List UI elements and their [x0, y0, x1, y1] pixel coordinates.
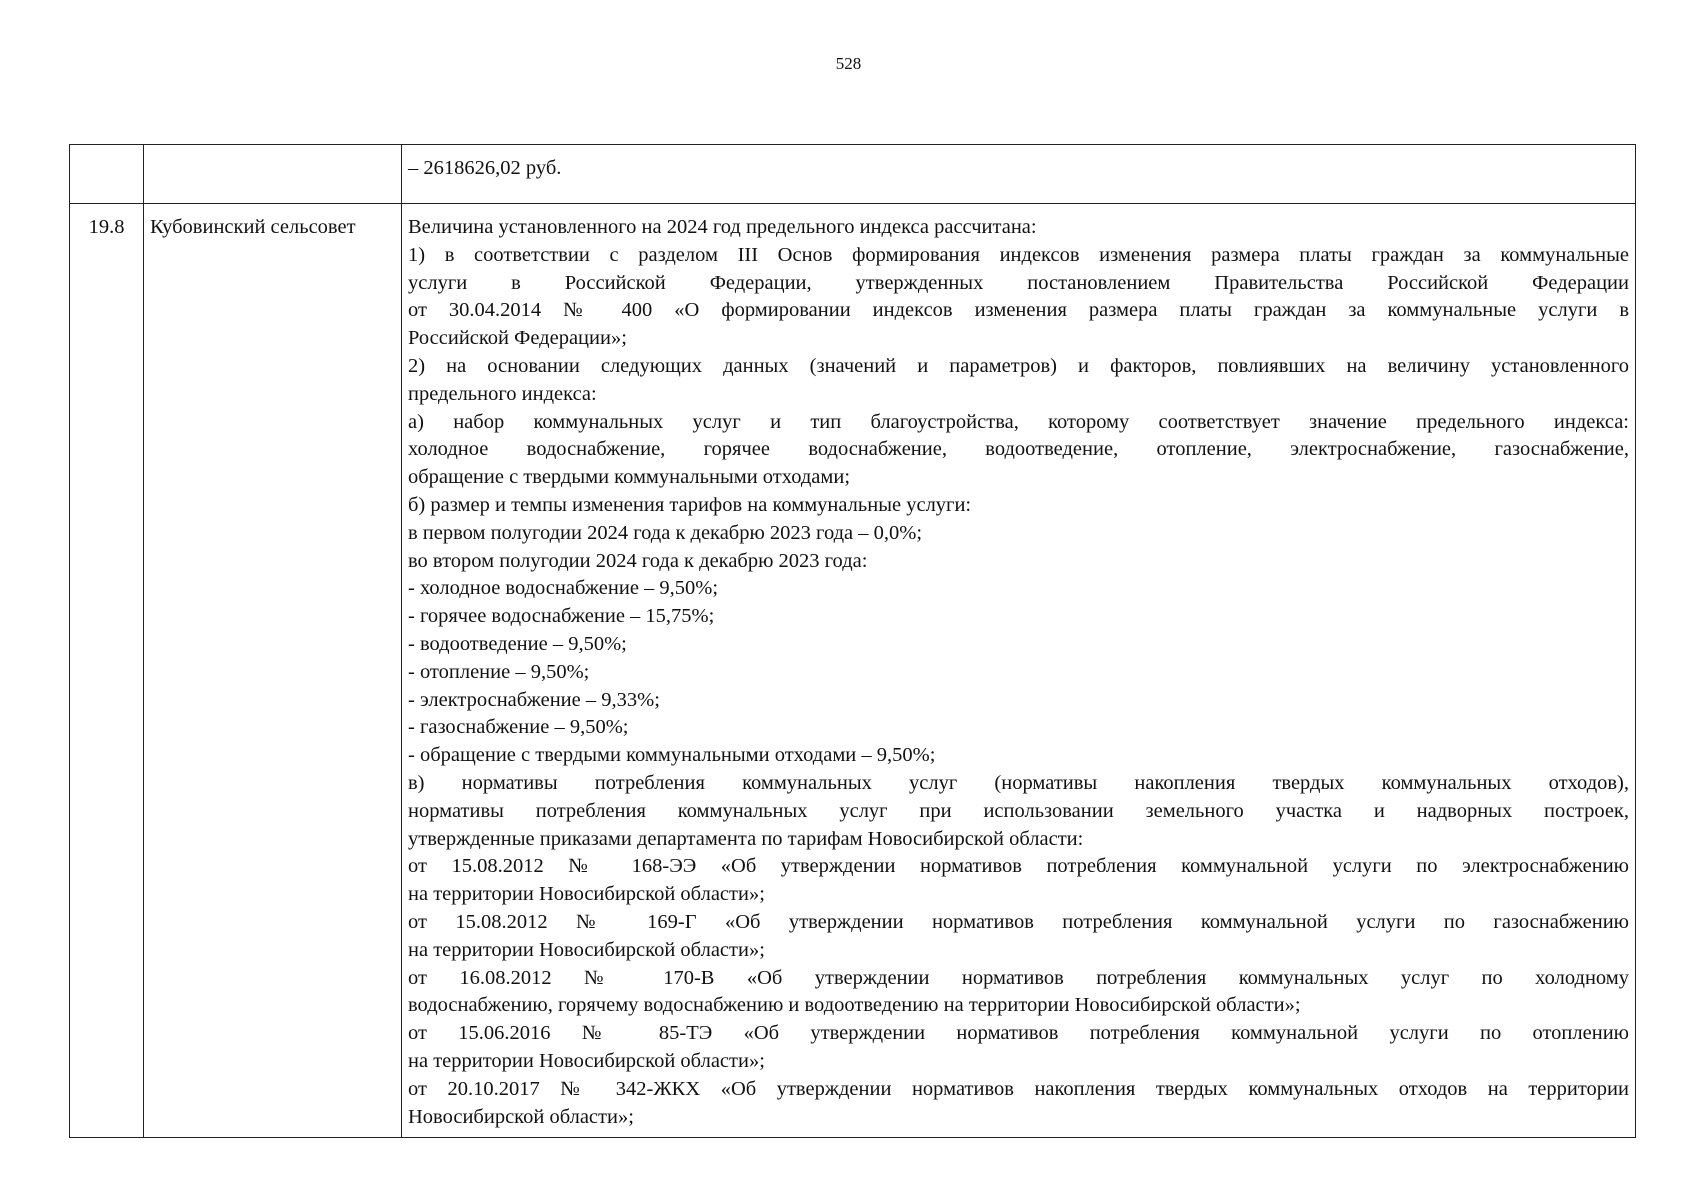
description-line: б) размер и темпы изменения тарифов на коммунальные услуги: [408, 493, 972, 516]
row-number-cell-empty [70, 145, 144, 204]
description-line: - холодное водоснабжение – 9,50%; [408, 577, 719, 600]
tariff-index-table [69, 144, 1636, 1138]
description-line: - газоснабжение – 9,50%; [408, 716, 629, 739]
description-line: обращение с твердыми коммунальными отходами; [408, 466, 851, 489]
municipality-cell-empty [144, 145, 402, 204]
description-line: утвержденные приказами департамента по тарифам Новосибирской области: [408, 827, 1084, 850]
description-line: от 16.08.2012 № 170-В «Об утверждении нормативов потребления коммунальных услуг по холодному [408, 966, 1629, 989]
row-number: 19.8 [88, 216, 125, 238]
description-line: на территории Новосибирской области»; [408, 883, 765, 906]
description-line: водоснабжению, горячему водоснабжению и водоотведению на территории Новосибирской области»; [408, 994, 1301, 1017]
description-line: предельного индекса: [408, 382, 597, 405]
description-line: услуги в Российской Федерации, утвержденных постановлением Правительства Российской Федерации [408, 271, 1629, 294]
description-line: 2) на основании следующих данных (значений и параметров) и факторов, повлиявших на величину установленного [408, 354, 1629, 377]
description-line: Величина установленного на 2024 год предельного индекса рассчитана: [408, 216, 1037, 238]
description-line: на территории Новосибирской области»; [408, 1049, 765, 1072]
description-line: от 30.04.2014 № 400 «О формировании индексов изменения размера платы граждан за коммунальные услуги в [408, 299, 1629, 322]
description-line: от 15.08.2012 № 168-ЭЭ «Об утверждении нормативов потребления коммунальной услуги по электроснабжению [408, 855, 1629, 878]
description-line: Российской Федерации»; [408, 327, 627, 350]
description-line: - отопление – 9,50%; [408, 660, 590, 683]
description-line: от 15.08.2012 № 169-Г «Об утверждении нормативов потребления коммунальной услуги по газоснабжению [408, 910, 1629, 933]
description-line: - обращение с твердыми коммунальными отходами – 9,50%; [408, 744, 936, 767]
description-line: нормативы потребления коммунальных услуг при использовании земельного участка и надворных построек, [408, 799, 1629, 822]
description-cell [402, 204, 1636, 1138]
description-line: холодное водоснабжение, горячее водоснабжение, водоотведение, отопление, электроснабжение, газоснабжение, [408, 438, 1629, 461]
description-line: на территории Новосибирской области»; [408, 938, 765, 961]
description-line: во втором полугодии 2024 года к декабрю 2023 года: [408, 549, 868, 572]
description-line: - электроснабжение – 9,33%; [408, 688, 660, 711]
table-row [70, 204, 1636, 1138]
continuation-amount: – 2618626,02 руб. [408, 157, 562, 179]
description-line: - водоотведение – 9,50%; [408, 632, 627, 655]
description-line: а) набор коммунальных услуг и тип благоустройства, которому соответствует значение предельного индекса: [408, 410, 1629, 433]
description-line: - горячее водоснабжение – 15,75%; [408, 605, 715, 628]
description-text [408, 214, 1629, 1131]
municipality-name: Кубовинский сельсовет [150, 216, 356, 238]
table-row-continuation [70, 145, 1636, 204]
description-line: 1) в соответствии с разделом III Основ формирования индексов изменения размера платы граждан за коммунальные [408, 243, 1629, 266]
page-number: 528 [835, 54, 862, 73]
description-line: в первом полугодии 2024 года к декабрю 2023 года – 0,0%; [408, 521, 923, 544]
description-line: в) нормативы потребления коммунальных услуг (нормативы накопления твердых коммунальных отходов), [408, 771, 1629, 794]
description-line: от 15.06.2016 № 85-ТЭ «Об утверждении нормативов потребления коммунальной услуги по отоплению [408, 1022, 1629, 1045]
municipality-cell [144, 204, 402, 1138]
description-cell [402, 145, 1636, 204]
row-number-cell [70, 204, 144, 1138]
description-line: от 20.10.2017 № 342-ЖКХ «Об утверждении нормативов накопления твердых коммунальных отходов на территории [408, 1077, 1629, 1100]
description-line: Новосибирской области»; [408, 1105, 634, 1128]
